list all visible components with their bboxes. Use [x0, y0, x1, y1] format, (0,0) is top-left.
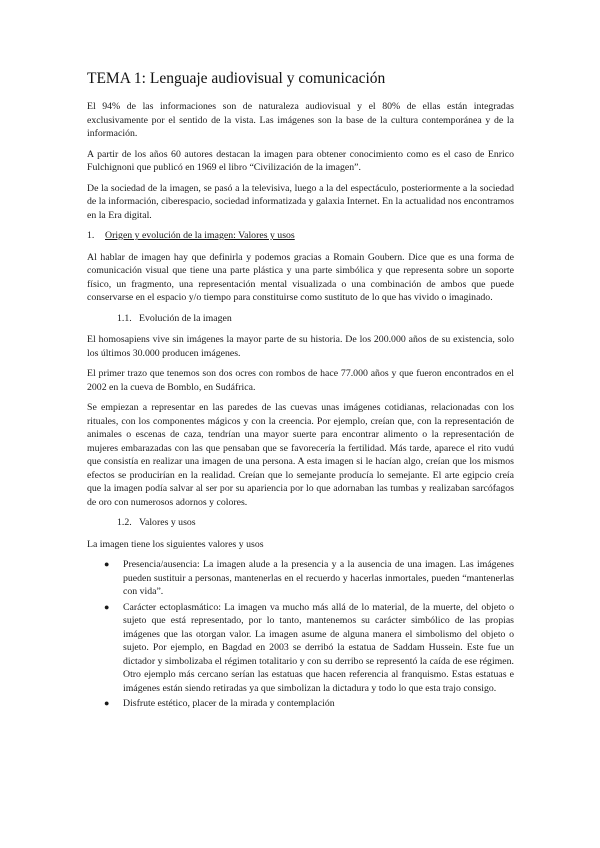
section-1-heading — [87, 229, 514, 243]
intro-paragraph-1: El 94% de las informaciones son de naturaleza audiovisual y el 80% de ellas están integradas exclusivamente por el sentido de la vista. Las imágenes son la base de la cultura contemporánea y de la información. — [87, 101, 514, 139]
list-item-text: Carácter ectoplasmático: La imagen va mucho más allá de lo material, de la muerte, del objeto o sujeto que está representado, por lo tanto, mantenemos su carácter simbólico de las propias imágenes que las otorgan valor. La imagen asume de alguna manera el simbolismo del objeto o sujeto. Por ejemplo, en Bagdad en 2003 se derribó la estatua de Saddam Hussein. Este fue un dictador y simbolizaba el régimen totalitario y con su derribo se representó la caída de ese régimen. Otro ejemplo más cercano serían las estatuas que hacen referencia al franquismo. Estas estatuas e imágenes están siendo retiradas ya que simbolizan la dictadura y todo lo que esta trajo consigo. — [123, 601, 514, 694]
list-item — [87, 697, 514, 711]
bullet-icon: ● — [104, 698, 110, 708]
list-item — [87, 601, 514, 696]
document-page — [87, 70, 514, 713]
section-1-paragraph: Al hablar de imagen hay que definirla y podemos gracias a Romain Goubern. Dice que es una forma de comunicación visual que tiene una parte plástica y una parte simbólica y que representa sobre un soporte físico, un fragmento, una representación mental visualizada o una combinación de ambos que puede conservarse en el espacio y/o tiempo para constituirse como sustituto de lo que has vivido o imaginado. — [87, 251, 514, 303]
subsection-1-1-number: 1.1. — [117, 312, 132, 324]
subsection-1-1-paragraph-3: Se empiezan a representar en las paredes de las cuevas unas imágenes cotidianas, relacionadas con los rituales, con los componentes mágicos y con la creencia. Por ejemplo, creían que, con la representación de animales o escenas de caza, tendrían una mayor suerte para encontrar alimento o la representación de mujeres embarazadas con las que pensaban que se favorecería la fertilidad. Más tarde, aparece el rito vudú que consistía en realizar una imagen de una persona. A esta imagen si le hacían algo, creían que los mismos efectos se producirían en la realidad. Creían que lo semejante producía lo semejante. El arte egipcio creía que la imagen podía salvar al ser por su apariencia por lo que adornaban las tumbas y realizaban sarcófagos de oro con numerosos adornos y colores. — [87, 402, 514, 508]
list-item-text: Presencia/ausencia: La imagen alude a la presencia y a la ausencia de una imagen. Las imágenes pueden sustituir a personas, mantenerlas en el recuerdo y hacerlas inmortales, pueden “mantenerlas con vida”. — [123, 559, 514, 597]
intro-paragraph-3: De la sociedad de la imagen, se pasó a la televisiva, luego a la del espectáculo, posteriormente a la sociedad de la información, ciberespacio, sociedad informatizada y galaxia Internet. En la actualidad nos encontramos en la Era digital. — [87, 182, 514, 221]
subsection-1-2-heading — [87, 516, 514, 530]
bullet-icon: ● — [104, 601, 110, 612]
subsection-1-1-title: Evolución de la imagen — [139, 312, 232, 324]
subsection-1-1-heading — [87, 312, 514, 326]
subsection-1-2-lead: La imagen tiene los siguientes valores y usos — [87, 538, 264, 550]
subsection-1-2-number: 1.2. — [117, 517, 132, 528]
values-list — [87, 558, 514, 711]
page-title: TEMA 1: Lenguaje audiovisual y comunicación — [87, 70, 386, 87]
intro-paragraph-2: A partir de los años 60 autores destacan la imagen para obtener conocimiento como es el caso de Enrico Fulchignoni que publicó en 1969 el libro “Civilización de la imagen”. — [87, 148, 514, 173]
subsection-1-2-title: Valores y usos — [139, 517, 196, 528]
section-1-title: Origen y evolución de la imagen: Valores y usos — [105, 230, 295, 241]
subsection-1-1-paragraph-1: El homosapiens vive sin imágenes la mayor parte de su historia. De los 200.000 años de su existencia, solo los últimos 30.000 producen imágenes. — [87, 334, 514, 359]
list-item-text: Disfrute estético, placer de la mirada y contemplación — [123, 698, 335, 709]
subsection-1-1-paragraph-2: El primer trazo que tenemos son dos ocres con rombos de hace 77.000 años y que fueron encontrados en el 2002 en la cueva de Bomblo, en Sudáfrica. — [87, 368, 514, 393]
bullet-icon: ● — [104, 559, 110, 569]
list-item — [87, 558, 514, 599]
section-1-number: 1. — [87, 230, 95, 241]
